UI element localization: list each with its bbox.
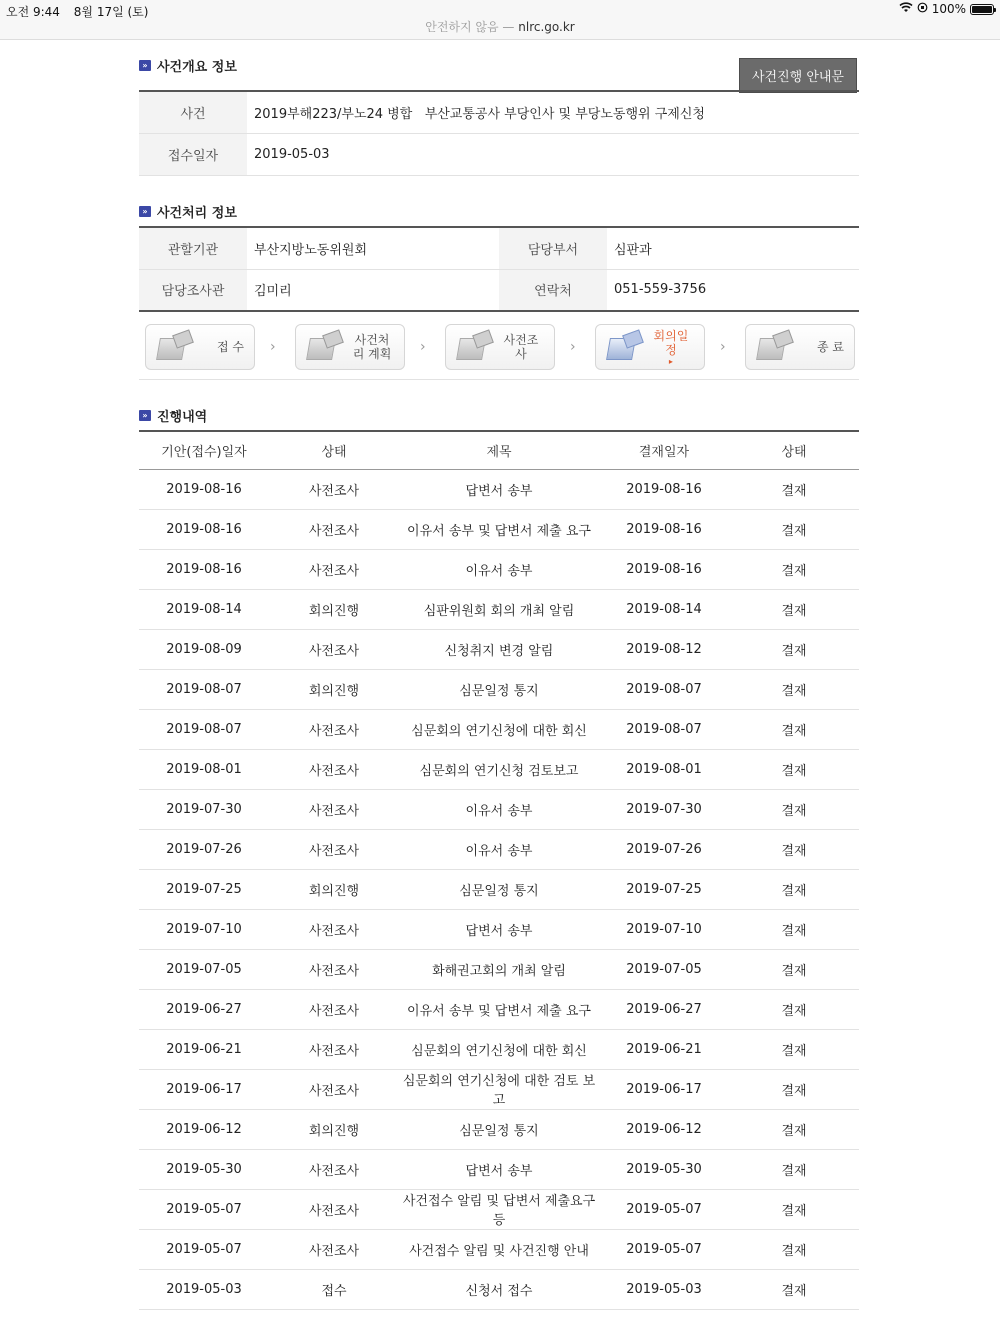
cell-status: 사전조사 bbox=[269, 789, 399, 829]
cell-status: 회의진행 bbox=[269, 669, 399, 709]
receipt-icon bbox=[154, 330, 198, 364]
meeting-icon bbox=[604, 330, 648, 364]
handling-title-text: 사건처리 정보 bbox=[157, 205, 237, 221]
cell-subject[interactable]: 이유서 송부 bbox=[399, 789, 599, 829]
cell-approval-date: 2019-08-12 bbox=[599, 629, 729, 669]
overview-row-case bbox=[139, 91, 859, 133]
cell-approval-date: 2019-07-30 bbox=[599, 789, 729, 829]
cell-subject[interactable]: 심문회의 연기신청 검토보고 bbox=[399, 749, 599, 789]
cell-approval-status: 결재 bbox=[729, 629, 859, 669]
cell-subject[interactable]: 심문일정 통지 bbox=[399, 1109, 599, 1149]
cell-status: 사전조사 bbox=[269, 709, 399, 749]
cell-approval-date: 2019-08-16 bbox=[599, 469, 729, 509]
cell-subject[interactable]: 답변서 송부 bbox=[399, 469, 599, 509]
cell-draft-date: 2019-06-12 bbox=[139, 1109, 269, 1149]
address-bar[interactable] bbox=[0, 18, 1000, 35]
cell-status: 사전조사 bbox=[269, 949, 399, 989]
section-bullet-icon: » bbox=[139, 206, 151, 217]
date-label: 접수일자 bbox=[139, 133, 247, 175]
wifi-icon bbox=[899, 2, 913, 16]
cell-approval-status: 결재 bbox=[729, 709, 859, 749]
cell-subject[interactable]: 심문회의 연기신청에 대한 회신 bbox=[399, 1029, 599, 1069]
table-row bbox=[139, 669, 859, 709]
cell-approval-date: 2019-08-07 bbox=[599, 669, 729, 709]
cell-approval-date: 2019-07-25 bbox=[599, 869, 729, 909]
cell-approval-date: 2019-08-14 bbox=[599, 589, 729, 629]
plan-icon bbox=[304, 330, 348, 364]
chevron-right-icon: › bbox=[570, 339, 576, 355]
cell-approval-date: 2019-06-21 bbox=[599, 1029, 729, 1069]
col-approval-date: 결재일자 bbox=[599, 431, 729, 469]
table-row bbox=[139, 909, 859, 949]
cell-subject[interactable]: 사건접수 알림 및 답변서 제출요구 등 bbox=[399, 1189, 599, 1229]
dept-value: 심판과 bbox=[607, 227, 859, 269]
cell-subject[interactable]: 화해권고회의 개최 알림 bbox=[399, 949, 599, 989]
cell-approval-status: 결재 bbox=[729, 1069, 859, 1109]
step-label: 사전조사 bbox=[503, 333, 539, 361]
cell-status: 사전조사 bbox=[269, 829, 399, 869]
cell-draft-date: 2019-05-03 bbox=[139, 1269, 269, 1309]
step-label: 종 료 bbox=[817, 340, 844, 354]
cell-status: 회의진행 bbox=[269, 589, 399, 629]
cell-approval-status: 결재 bbox=[729, 869, 859, 909]
col-approval-status: 상태 bbox=[729, 431, 859, 469]
cell-status: 회의진행 bbox=[269, 869, 399, 909]
investigation-icon bbox=[454, 330, 498, 364]
cell-subject[interactable]: 심문일정 통지 bbox=[399, 669, 599, 709]
cell-subject[interactable]: 답변서 송부 bbox=[399, 1149, 599, 1189]
cell-approval-status: 결재 bbox=[729, 1149, 859, 1189]
cell-approval-date: 2019-08-16 bbox=[599, 549, 729, 589]
cell-approval-status: 결재 bbox=[729, 1269, 859, 1309]
table-row bbox=[139, 1269, 859, 1309]
cell-draft-date: 2019-06-17 bbox=[139, 1069, 269, 1109]
cell-approval-date: 2019-05-30 bbox=[599, 1149, 729, 1189]
cell-subject[interactable]: 이유서 송부 bbox=[399, 549, 599, 589]
handling-table bbox=[139, 226, 859, 312]
cell-draft-date: 2019-05-07 bbox=[139, 1189, 269, 1229]
history-header-row bbox=[139, 431, 859, 469]
table-row bbox=[139, 469, 859, 509]
case-value: 2019부해223/부노24 병합 부산교통공사 부당인사 및 부당노동행위 구제신청 bbox=[247, 91, 859, 133]
cell-approval-status: 결재 bbox=[729, 669, 859, 709]
contact-label: 연락처 bbox=[499, 269, 607, 311]
cell-draft-date: 2019-07-30 bbox=[139, 789, 269, 829]
table-row bbox=[139, 1109, 859, 1149]
step-plan bbox=[295, 324, 405, 370]
cell-status: 사전조사 bbox=[269, 749, 399, 789]
handling-row-2 bbox=[139, 269, 859, 311]
cell-subject[interactable]: 이유서 송부 bbox=[399, 829, 599, 869]
section-bullet-icon: » bbox=[139, 410, 151, 421]
overview-header-area bbox=[139, 40, 859, 90]
cell-approval-status: 결재 bbox=[729, 589, 859, 629]
cell-approval-status: 결재 bbox=[729, 829, 859, 869]
overview-table bbox=[139, 90, 859, 176]
cell-status: 사전조사 bbox=[269, 909, 399, 949]
cell-subject[interactable]: 신청서 접수 bbox=[399, 1269, 599, 1309]
cell-status: 회의진행 bbox=[269, 1109, 399, 1149]
agency-value: 부산지방노동위원회 bbox=[247, 227, 499, 269]
cell-draft-date: 2019-05-07 bbox=[139, 1229, 269, 1269]
history-table bbox=[139, 430, 859, 1310]
cell-status: 사전조사 bbox=[269, 469, 399, 509]
cell-approval-date: 2019-08-07 bbox=[599, 709, 729, 749]
orientation-lock-icon bbox=[917, 2, 928, 16]
cell-approval-status: 결재 bbox=[729, 469, 859, 509]
step-label: 접 수 bbox=[217, 340, 244, 354]
case-label: 사건 bbox=[139, 91, 247, 133]
table-row bbox=[139, 709, 859, 749]
handling-section bbox=[139, 201, 859, 221]
handling-title bbox=[139, 201, 859, 221]
cell-approval-date: 2019-07-26 bbox=[599, 829, 729, 869]
address-domain: nlrc.go.kr bbox=[518, 20, 575, 34]
cell-approval-date: 2019-07-05 bbox=[599, 949, 729, 989]
overview-row-date bbox=[139, 133, 859, 175]
cell-status: 접수 bbox=[269, 1269, 399, 1309]
cell-status: 사전조사 bbox=[269, 629, 399, 669]
cell-draft-date: 2019-08-14 bbox=[139, 589, 269, 629]
cell-approval-status: 결재 bbox=[729, 1189, 859, 1229]
cell-status: 사전조사 bbox=[269, 1149, 399, 1189]
cell-approval-date: 2019-08-01 bbox=[599, 749, 729, 789]
case-guide-button[interactable]: 사건진행 안내문 bbox=[739, 58, 857, 93]
table-row bbox=[139, 749, 859, 789]
table-row bbox=[139, 1229, 859, 1269]
cell-draft-date: 2019-08-07 bbox=[139, 669, 269, 709]
cell-status: 사전조사 bbox=[269, 1189, 399, 1229]
cell-status: 사전조사 bbox=[269, 509, 399, 549]
cell-subject[interactable]: 심문일정 통지 bbox=[399, 869, 599, 909]
end-icon bbox=[754, 330, 798, 364]
cell-approval-status: 결재 bbox=[729, 989, 859, 1029]
progress-steps bbox=[139, 315, 859, 380]
cell-status: 사전조사 bbox=[269, 1029, 399, 1069]
step-end bbox=[745, 324, 855, 370]
history-table-wrap bbox=[139, 430, 859, 1310]
cell-approval-date: 2019-06-12 bbox=[599, 1109, 729, 1149]
table-row bbox=[139, 1149, 859, 1189]
battery-percent: 100% bbox=[931, 2, 966, 16]
table-row bbox=[139, 949, 859, 989]
step-preliminary bbox=[445, 324, 555, 370]
cell-subject[interactable]: 이유서 송부 및 답변서 제출 요구 bbox=[399, 989, 599, 1029]
cell-draft-date: 2019-08-01 bbox=[139, 749, 269, 789]
contact-value: 051-559-3756 bbox=[607, 269, 859, 311]
cell-status: 사전조사 bbox=[269, 549, 399, 589]
table-row bbox=[139, 1189, 859, 1229]
chevron-right-icon: › bbox=[720, 339, 726, 355]
history-body bbox=[139, 469, 859, 1309]
chevron-right-icon: › bbox=[270, 339, 276, 355]
cell-draft-date: 2019-07-26 bbox=[139, 829, 269, 869]
cell-subject[interactable]: 신청취지 변경 알림 bbox=[399, 629, 599, 669]
cell-approval-date: 2019-05-03 bbox=[599, 1269, 729, 1309]
step-meeting bbox=[595, 324, 705, 370]
table-row bbox=[139, 549, 859, 589]
history-title bbox=[139, 405, 859, 425]
cell-draft-date: 2019-07-25 bbox=[139, 869, 269, 909]
cell-approval-status: 결재 bbox=[729, 1229, 859, 1269]
table-row bbox=[139, 629, 859, 669]
cell-approval-status: 결재 bbox=[729, 509, 859, 549]
cell-draft-date: 2019-08-09 bbox=[139, 629, 269, 669]
step-receipt bbox=[145, 324, 255, 370]
handling-row-1 bbox=[139, 227, 859, 269]
table-row bbox=[139, 589, 859, 629]
cell-draft-date: 2019-08-16 bbox=[139, 549, 269, 589]
table-row bbox=[139, 789, 859, 829]
cell-approval-status: 결재 bbox=[729, 749, 859, 789]
section-bullet-icon: » bbox=[139, 60, 151, 71]
cell-approval-date: 2019-08-16 bbox=[599, 509, 729, 549]
status-date: 8월 17일 (토) bbox=[73, 5, 149, 19]
table-row bbox=[139, 509, 859, 549]
step-label: 회의일정 bbox=[653, 328, 689, 357]
overview-title-text: 사건개요 정보 bbox=[157, 59, 237, 75]
security-warning: 안전하지 않음 — bbox=[425, 20, 515, 34]
cell-status: 사전조사 bbox=[269, 1229, 399, 1269]
cell-subject[interactable]: 심판위원회 회의 개최 알림 bbox=[399, 589, 599, 629]
cell-status: 사전조사 bbox=[269, 1069, 399, 1109]
table-row bbox=[139, 869, 859, 909]
cell-approval-date: 2019-05-07 bbox=[599, 1229, 729, 1269]
cell-approval-date: 2019-06-27 bbox=[599, 989, 729, 1029]
cell-draft-date: 2019-08-16 bbox=[139, 469, 269, 509]
table-row bbox=[139, 1029, 859, 1069]
status-right bbox=[899, 2, 994, 16]
cell-draft-date: 2019-08-16 bbox=[139, 509, 269, 549]
cell-status: 사전조사 bbox=[269, 989, 399, 1029]
history-section bbox=[139, 405, 859, 425]
cell-approval-status: 결재 bbox=[729, 549, 859, 589]
col-draft-date: 기안(접수)일자 bbox=[139, 431, 269, 469]
cell-subject[interactable]: 이유서 송부 및 답변서 제출 요구 bbox=[399, 509, 599, 549]
battery-icon bbox=[970, 4, 994, 15]
history-title-text: 진행내역 bbox=[157, 409, 208, 425]
cell-approval-status: 결재 bbox=[729, 949, 859, 989]
investigator-label: 담당조사관 bbox=[139, 269, 247, 311]
cell-draft-date: 2019-06-21 bbox=[139, 1029, 269, 1069]
col-status: 상태 bbox=[269, 431, 399, 469]
investigator-value: 김미리 bbox=[247, 269, 499, 311]
table-row bbox=[139, 829, 859, 869]
date-value: 2019-05-03 bbox=[247, 133, 859, 175]
status-time: 오전 9:44 bbox=[6, 5, 60, 19]
cell-approval-date: 2019-05-07 bbox=[599, 1189, 729, 1229]
cell-subject[interactable]: 답변서 송부 bbox=[399, 909, 599, 949]
handling-table-wrap bbox=[139, 226, 859, 312]
cell-approval-status: 결재 bbox=[729, 789, 859, 829]
cell-subject[interactable]: 사건접수 알림 및 사건진행 안내 bbox=[399, 1229, 599, 1269]
cell-subject[interactable]: 심문회의 연기신청에 대한 검토 보고 bbox=[399, 1069, 599, 1109]
overview-table-wrap bbox=[139, 90, 859, 176]
col-subject: 제목 bbox=[399, 431, 599, 469]
cell-draft-date: 2019-08-07 bbox=[139, 709, 269, 749]
cell-approval-status: 결재 bbox=[729, 1029, 859, 1069]
cell-approval-status: 결재 bbox=[729, 1109, 859, 1149]
cell-subject[interactable]: 심문회의 연기신청에 대한 회신 bbox=[399, 709, 599, 749]
cell-approval-date: 2019-06-17 bbox=[599, 1069, 729, 1109]
cell-draft-date: 2019-05-30 bbox=[139, 1149, 269, 1189]
step-label: 사건처리 계획 bbox=[352, 333, 392, 361]
table-row bbox=[139, 989, 859, 1029]
table-row bbox=[139, 1069, 859, 1109]
cell-draft-date: 2019-06-27 bbox=[139, 989, 269, 1029]
cell-approval-date: 2019-07-10 bbox=[599, 909, 729, 949]
step-current bbox=[648, 329, 694, 366]
agency-label: 관할기관 bbox=[139, 227, 247, 269]
cell-approval-status: 결재 bbox=[729, 909, 859, 949]
cell-draft-date: 2019-07-05 bbox=[139, 949, 269, 989]
dept-label: 담당부서 bbox=[499, 227, 607, 269]
current-step-marker-icon: ▸ bbox=[668, 356, 673, 366]
chevron-right-icon: › bbox=[420, 339, 426, 355]
status-bar bbox=[0, 0, 1000, 40]
cell-draft-date: 2019-07-10 bbox=[139, 909, 269, 949]
